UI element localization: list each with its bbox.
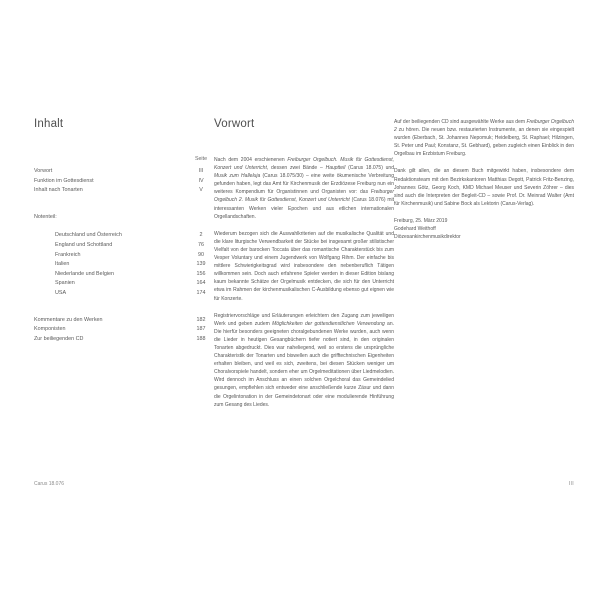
toc-entry-page: 139 [196,261,206,268]
preface-body [214,156,394,409]
toc-entry-label: Komponisten [34,326,66,333]
toc-entry-label: USA [55,289,67,296]
toc-entry-label: Funktion im Gottesdienst [34,177,94,184]
toc-spacer [34,222,214,231]
cd-paragraph: Auf der beiliegenden CD sind ausgewählte Werke aus dem Freiburger Orgelbuch 2 zu hören. Die neuen bzw. restaurierten Instrumente, an denen sie eingespielt wurden (Eberbach, St. Johannes Nepomuk; Heidelberg, St. Raphael; Hilzingen, St. Peter und Paul; Konstanz, St. Gebhard), geben zugleich einen Einblick in den Orgelbau im Erzbistum Freiburg. [394,119,574,158]
toc-entry[interactable] [34,260,214,270]
toc-entry-page: 156 [196,270,206,277]
toc-entry-page: III [198,168,204,174]
preface-paragraph: Registriervorschläge und Erläuterungen erleichtern den Zugang zum jeweiligen Werk und geben zudem Möglichkeiten der gottesdienstlichen Verwendung an. Die hierfür besonders geeigneten choralgebundenen Werke wurden, auch wenn die Lieder in heutigen Gesangbüchern tiefer notiert sind, in den originalen Tonarten abgedruckt. Dies war naheliegend, weil so erstens die ursprüngliche Charakteristik der Tonarten und biswellen auch die grifftechnischen Eigenheiten erhalten bleiben, und weil es sich, zweitens, bei diesen Stücken weniger um Choralvorspiele handelt, sondern eher um Orgelmeditationen über Liedmelodien. Wird dennoch im Anschluss an einen solchen Orgelchoral das Gemeindelied gesungen, empfiehlen sich entweder eine anschließende kurze Zäsur und dann die Orgelintonation in der Gemeindetonart oder eine modulierende Hinführung zum Gesang des Liedes. [214,312,394,408]
preface-heading: Vorwort [214,118,255,130]
toc-section-label: Notenteil: [34,213,57,220]
toc-entry[interactable] [34,325,214,335]
toc-entry-label: Italien [55,261,70,268]
preface-paragraph: Nach dem 2004 erschienenen Freiburger Orgelbuch. Musik für Gottesdienst, Konzert und Unterricht, dessen zwei Bände – Hauptteil (Carus 18.075) und Musik zum Halleluja (Carus 18.075/30) – eine weite ökumenische Verbreitung gefunden haben, legt das Amt für Kirchenmusik der Erzdiözese Freiburg nun ein weiteres Kompendium für Organistinnen und Organisten vor: das Freiburger Orgelbuch 2. Musik für Gottesdienst, Konzert und Unterricht (Carus 18.076) mit interessanten Werken vieler Epochen und aus etlichen internationalen Orgellandschaften. [214,157,394,220]
toc-entry-page: V [199,187,203,194]
toc-entry-label: Kommentare zu den Werken [34,316,103,323]
toc-heading: Inhalt [34,118,64,130]
toc-front-entries [34,167,214,196]
signature-place-date: Freiburg, 25. März 2019 [394,217,448,224]
toc-entry-label: Frankreich [55,251,81,258]
toc-spacer [34,196,214,213]
signature-name: Godehard Weithoff [394,226,436,233]
toc-entry[interactable] [34,177,214,187]
toc-entry-page: 164 [196,280,206,287]
three-column-layout [34,118,574,409]
signature-role: Diözesankirchenmusikdirektor [394,234,461,241]
toc-music-entries [34,231,214,298]
cd-acknowledgements-column [394,118,574,241]
toc-entry[interactable] [34,186,214,196]
toc-entry[interactable] [34,270,214,280]
toc-entry[interactable] [34,167,214,177]
toc-entry-label: Inhalt nach Tonarten [34,187,83,194]
preface-paragraph: Wiederum bezogen sich die Auswahlkriterien auf die musikalische Qualität und die klare liturgische Verwendbarkeit der Stücke bei insgesamt großer stilistischer Vielfalt von der barocken Toccata über das romantische Charakterstück bis zum Vesper Voluntary und einem Jugendwerk von Wolfgang Rihm. Der einfache bis mittlere Schwierigkeitsgrad wird insbesondere den nebenberuflich Tätigen willkommen sein. Doch auch erfahrene Spieler werden in dieser Edition bislang kaum bekannte Schätze der Orgelmusik entdecken, die sich für den Unterricht etwa im Rahmen der kirchenmusikalischen C-Ausbildung ebenso gut eignen wie für Konzerte. [214,230,394,302]
toc-entry[interactable] [34,231,214,241]
toc-entry-label: Zur beiliegenden CD [34,335,84,342]
toc-header-spacer [34,156,188,162]
footer-publisher-code: Carus 18.076 [34,481,65,487]
table-of-contents-column [34,118,214,344]
preface-column [214,118,394,409]
toc-entry-label: Deutschland und Österreich [55,232,122,239]
toc-entry-page: 174 [196,289,206,296]
toc-entry[interactable] [34,335,214,345]
toc-column-header-row [34,156,214,162]
toc-entry-page: 76 [198,241,204,248]
toc-entry[interactable] [34,289,214,299]
toc-entry-page: IV [198,177,204,184]
toc-spacer [34,299,214,316]
toc-back-entries [34,316,214,345]
toc-entry[interactable] [34,279,214,289]
toc-entry-page: 90 [198,251,204,258]
toc-entry[interactable] [34,316,214,326]
signature-block [394,217,574,241]
toc-entry-page: 188 [196,335,206,342]
toc-entry[interactable] [34,251,214,261]
toc-entry[interactable] [34,241,214,251]
toc-entry-label: Spanien [55,280,75,287]
toc-entry-label: England und Schottland [55,241,113,248]
toc-page-column-header: Seite [194,156,208,162]
toc-entry-label: Niederlande und Belgien [55,270,115,277]
toc-entry-label: Vorwort [34,168,53,174]
cd-paragraph: Dank gilt allen, die an diesem Buch mitgewirkt haben, insbesondere dem Redaktionsteam mit den Bezirkskantoren Matthias Degott, Patrick Fritz-Benzing, Johannes Götz, Georg Koch, KMD Michael Meuser und Severin Zöhrer – dies sind auch die Interpreten der Begleit-CD – sowie Prof. Dr. Meinrad Walter (Amt für Kirchenmusik) und Sabine Bock als Lektorin (Carus-Verlag). [394,168,574,207]
page-content [34,118,574,493]
cd-body [394,118,574,208]
toc-entry-page: 2 [199,232,203,239]
toc-entry-page: 187 [196,326,206,333]
toc-entry-page: 182 [196,316,206,323]
footer-page-number: III [568,481,574,487]
